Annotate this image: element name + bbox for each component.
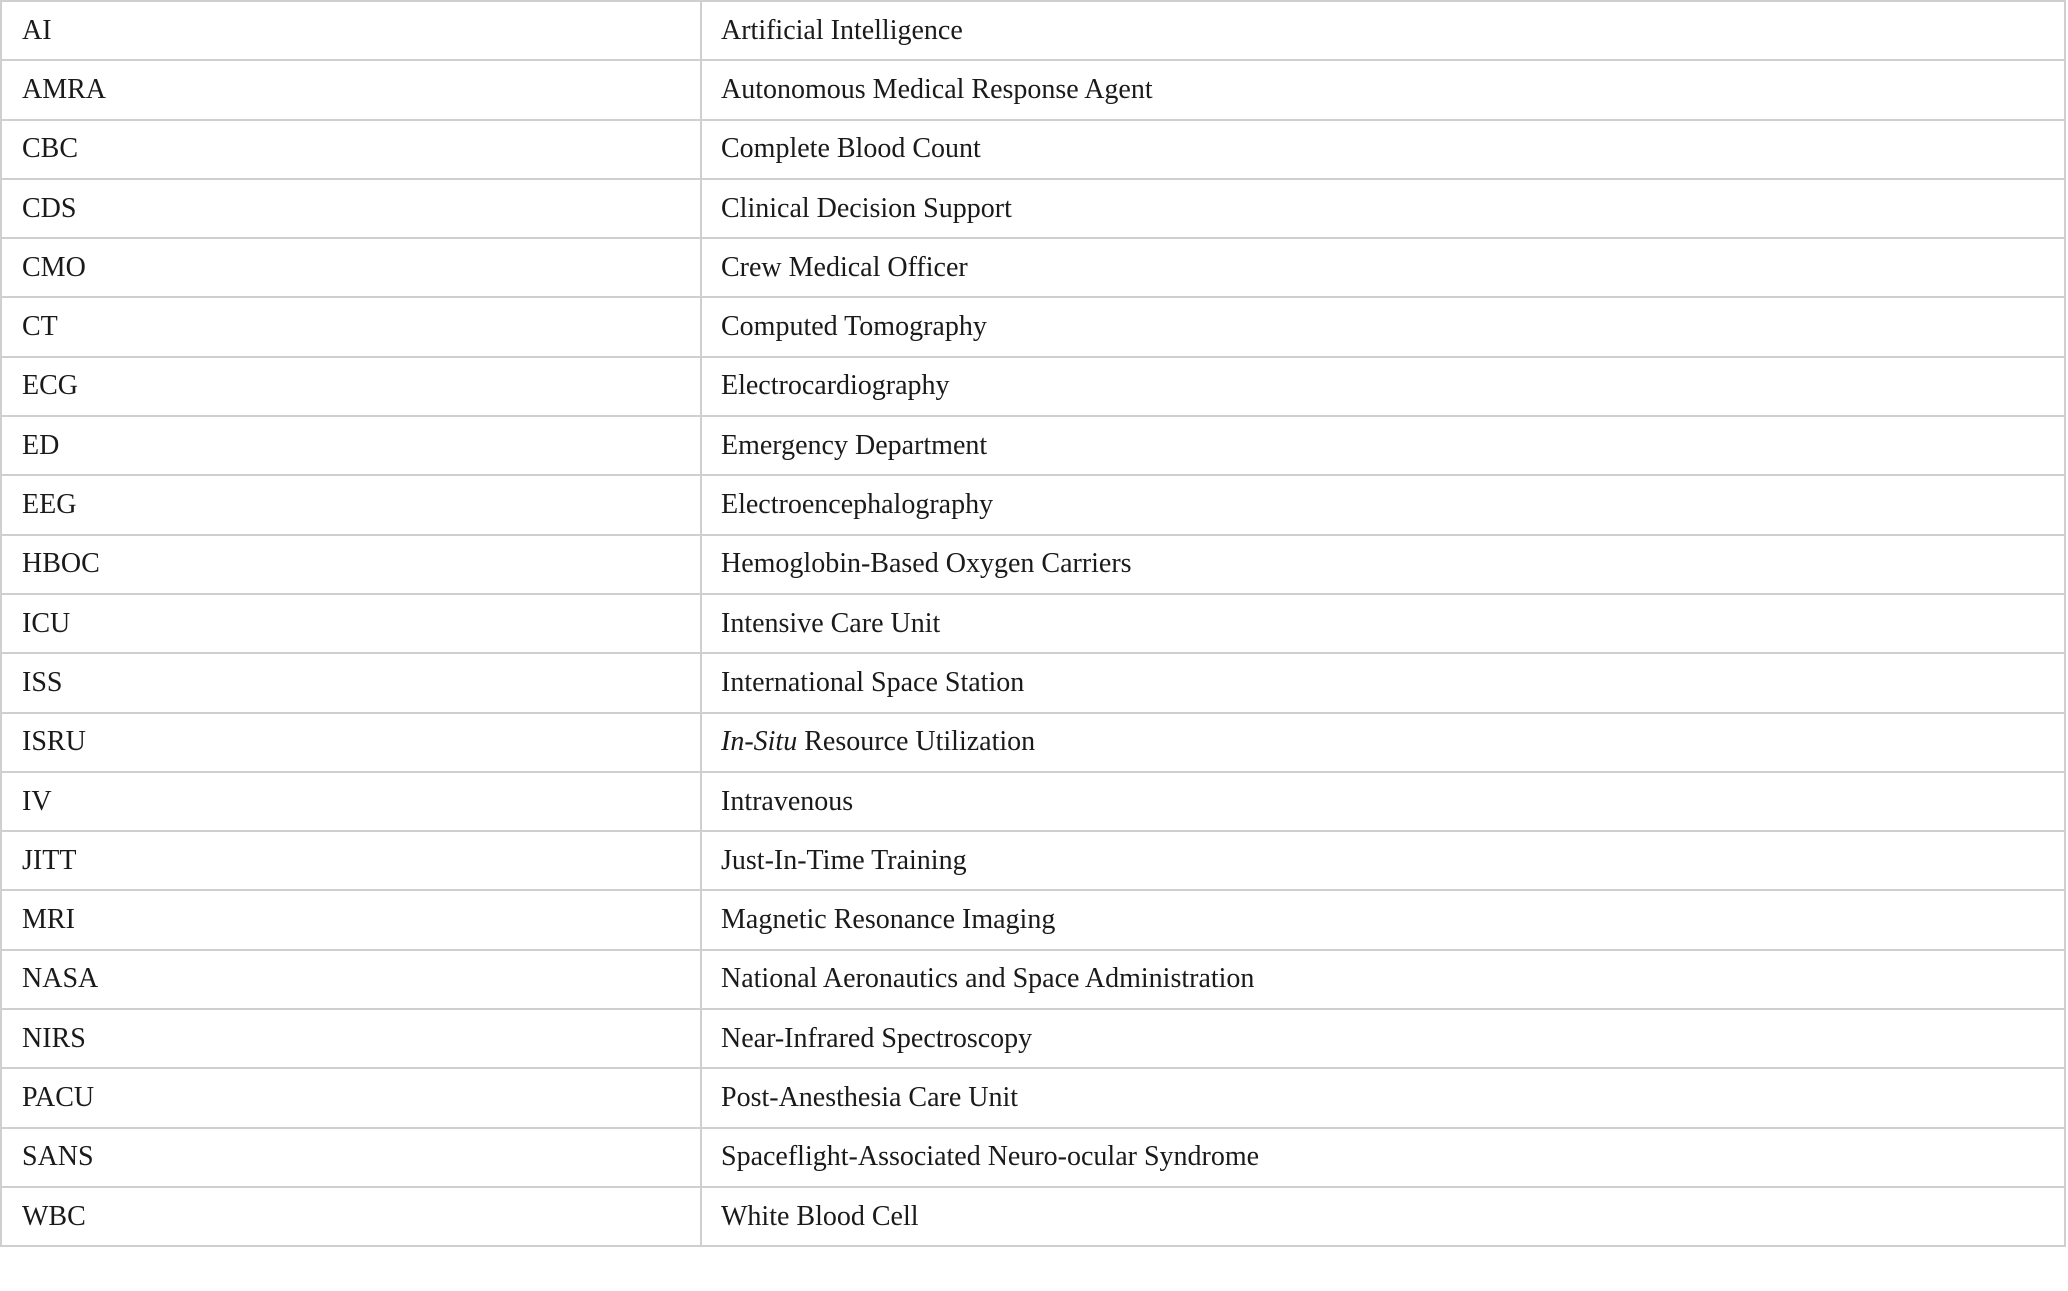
- abbreviation-cell: SANS: [1, 1128, 701, 1187]
- table-row: [1, 772, 2065, 831]
- definition-cell: Hemoglobin-Based Oxygen Carriers: [701, 535, 2065, 594]
- abbreviation-cell: HBOC: [1, 535, 701, 594]
- abbreviation-cell: EEG: [1, 475, 701, 534]
- definition-cell: International Space Station: [701, 653, 2065, 712]
- table-row: [1, 297, 2065, 356]
- table-row: [1, 120, 2065, 179]
- table-row: [1, 950, 2065, 1009]
- definition-cell: Magnetic Resonance Imaging: [701, 890, 2065, 949]
- abbreviation-cell: PACU: [1, 1068, 701, 1127]
- definition-cell: Artificial Intelligence: [701, 1, 2065, 60]
- abbreviation-cell: ISS: [1, 653, 701, 712]
- abbreviations-table-body: [1, 1, 2065, 1246]
- abbreviation-cell: NASA: [1, 950, 701, 1009]
- table-row: [1, 1068, 2065, 1127]
- definition-cell: Spaceflight-Associated Neuro-ocular Syndrome: [701, 1128, 2065, 1187]
- table-row: [1, 1009, 2065, 1068]
- abbreviation-cell: CT: [1, 297, 701, 356]
- table-row: [1, 653, 2065, 712]
- abbreviation-cell: CMO: [1, 238, 701, 297]
- definition-cell: National Aeronautics and Space Administration: [701, 950, 2065, 1009]
- definition-cell: Intensive Care Unit: [701, 594, 2065, 653]
- abbreviation-cell: ICU: [1, 594, 701, 653]
- table-row: [1, 238, 2065, 297]
- abbreviation-cell: AMRA: [1, 60, 701, 119]
- definition-cell: [701, 713, 2065, 772]
- table-row: [1, 535, 2065, 594]
- definition-cell: Complete Blood Count: [701, 120, 2065, 179]
- table-row: [1, 1128, 2065, 1187]
- table-row: [1, 1187, 2065, 1246]
- definition-cell: Clinical Decision Support: [701, 179, 2065, 238]
- definition-text: Resource Utilization: [797, 726, 1036, 758]
- abbreviation-cell: IV: [1, 772, 701, 831]
- table-row: [1, 475, 2065, 534]
- table-row: [1, 416, 2065, 475]
- table-row: [1, 594, 2065, 653]
- abbreviation-cell: ED: [1, 416, 701, 475]
- definition-cell: Computed Tomography: [701, 297, 2065, 356]
- definition-cell: Post-Anesthesia Care Unit: [701, 1068, 2065, 1127]
- abbreviation-cell: ECG: [1, 357, 701, 416]
- table-row: [1, 357, 2065, 416]
- definition-cell: Emergency Department: [701, 416, 2065, 475]
- abbreviation-cell: MRI: [1, 890, 701, 949]
- table-row: [1, 890, 2065, 949]
- definition-cell: Electrocardiography: [701, 357, 2065, 416]
- abbreviation-cell: CBC: [1, 120, 701, 179]
- abbreviation-cell: AI: [1, 1, 701, 60]
- definition-cell: Intravenous: [701, 772, 2065, 831]
- abbreviation-cell: JITT: [1, 831, 701, 890]
- table-row: [1, 713, 2065, 772]
- abbreviation-cell: WBC: [1, 1187, 701, 1246]
- definition-cell: Autonomous Medical Response Agent: [701, 60, 2065, 119]
- definition-cell: Just-In-Time Training: [701, 831, 2065, 890]
- definition-cell: Electroencephalography: [701, 475, 2065, 534]
- table-row: [1, 179, 2065, 238]
- definition-cell: Near-Infrared Spectroscopy: [701, 1009, 2065, 1068]
- abbreviation-cell: ISRU: [1, 713, 701, 772]
- table-row: [1, 1, 2065, 60]
- abbreviation-cell: CDS: [1, 179, 701, 238]
- abbreviation-cell: NIRS: [1, 1009, 701, 1068]
- table-row: [1, 831, 2065, 890]
- definition-cell: White Blood Cell: [701, 1187, 2065, 1246]
- definition-italic-text: In-Situ: [721, 726, 798, 758]
- definition-cell: Crew Medical Officer: [701, 238, 2065, 297]
- table-row: [1, 60, 2065, 119]
